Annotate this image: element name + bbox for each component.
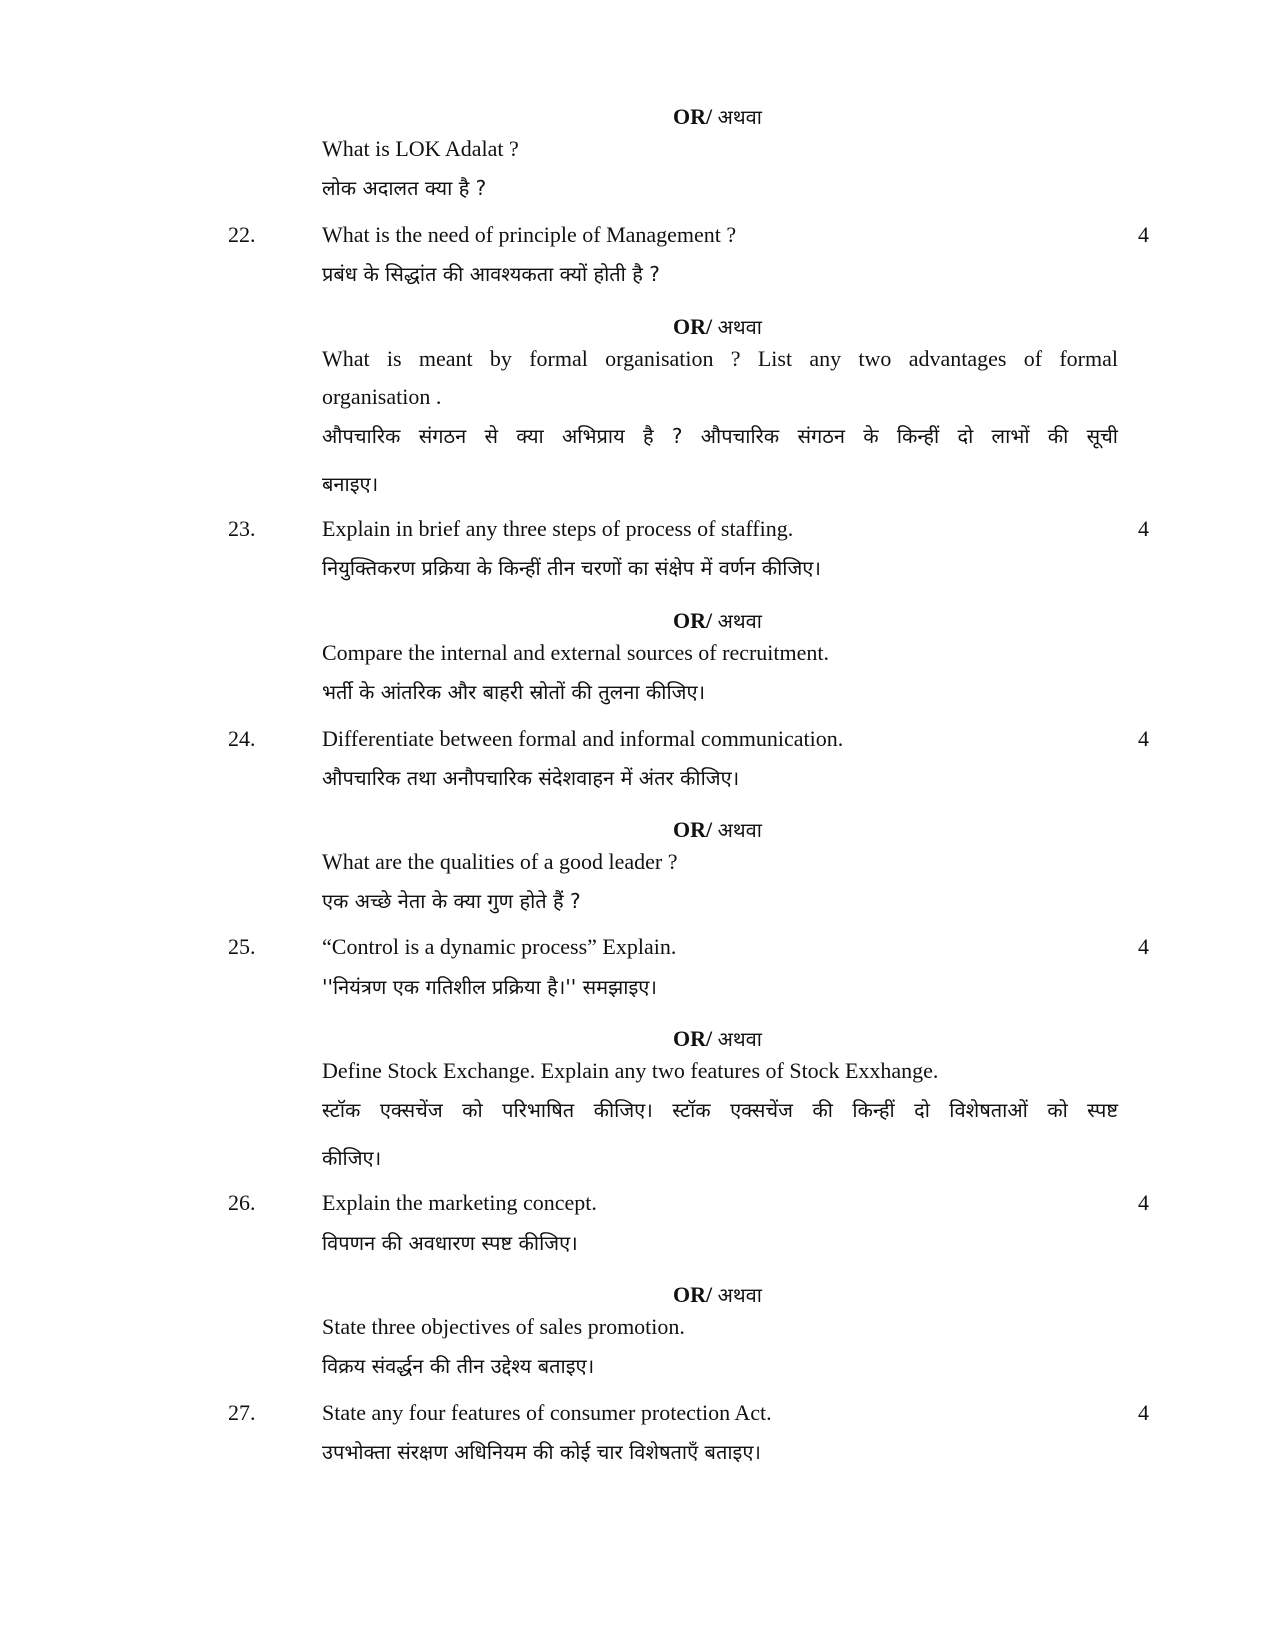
q24-question-en: Differentiate between formal and informal communication. (322, 726, 844, 751)
q23-question-en: Explain in brief any three steps of process of staffing. (322, 516, 794, 541)
q26-question-en: Explain the marketing concept. (322, 1190, 597, 1215)
q23-or-question-hi: भर्ती के आंतरिक और बाहरी स्रोतों की तुलना कीजिए। (322, 680, 706, 704)
q22-or-question-hi-line2: बनाइए। (322, 472, 379, 496)
or-heading: OR/ अथवा (673, 314, 762, 339)
or-heading: OR/ अथवा (673, 1282, 762, 1307)
q25-or-question-hi-line1: स्टॉक एक्सचेंज को परिभाषित कीजिए। स्टॉक एक्सचेंज की किन्हीं दो विशेषताओं को स्पष्ट (322, 1098, 1118, 1122)
q26-or-question-hi: विक्रय संवर्द्धन की तीन उद्देश्य बताइए। (322, 1354, 595, 1378)
q23-or-question-en: Compare the internal and external sources of recruitment. (322, 640, 830, 665)
q21-or-question-en: What is LOK Adalat ? (322, 136, 519, 161)
question-number: 22. (228, 222, 256, 247)
q22-question-en: What is the need of principle of Management ? (322, 222, 737, 247)
q22-or-question-hi-line1: औपचारिक संगठन से क्या अभिप्राय है ? औपचारिक संगठन के किन्हीं दो लाभों की सूची (322, 424, 1118, 448)
q24-or-question-en: What are the qualities of a good leader ? (322, 849, 678, 874)
q25-or-question-hi-line2: कीजिए। (322, 1146, 382, 1170)
q25-question-en: “Control is a dynamic process” Explain. (322, 934, 677, 959)
question-marks: 4 (1138, 726, 1149, 751)
or-heading: OR/ अथवा (673, 608, 762, 633)
q27-question-en: State any four features of consumer protection Act. (322, 1400, 772, 1425)
or-heading: OR/ अथवा (673, 104, 762, 129)
question-marks: 4 (1138, 516, 1149, 541)
q27-question-hi: उपभोक्ता संरक्षण अधिनियम की कोई चार विशेषताएँ बताइए। (322, 1440, 761, 1464)
question-marks: 4 (1138, 1400, 1149, 1425)
question-number: 25. (228, 934, 256, 959)
q24-or-question-hi: एक अच्छे नेता के क्या गुण होते हैं ? (322, 889, 581, 913)
q23-question-hi: नियुक्तिकरण प्रक्रिया के किन्हीं तीन चरणों का संक्षेप में वर्णन कीजिए। (322, 556, 821, 580)
question-marks: 4 (1138, 1190, 1149, 1215)
question-number: 23. (228, 516, 256, 541)
or-heading: OR/ अथवा (673, 817, 762, 842)
q25-question-hi: ''नियंत्रण एक गतिशील प्रक्रिया है।'' समझाइए। (322, 975, 657, 999)
q22-question-hi: प्रबंध के सिद्धांत की आवश्यकता क्यों होती है ? (322, 262, 660, 286)
q21-or-question-hi: लोक अदालत क्या है ? (322, 176, 487, 200)
question-marks: 4 (1138, 222, 1149, 247)
question-number: 24. (228, 726, 256, 751)
q22-or-question-en-line2: organisation . (322, 384, 442, 409)
q25-or-question-en: Define Stock Exchange. Explain any two features of Stock Exxhange. (322, 1058, 939, 1083)
question-number: 27. (228, 1400, 256, 1425)
q24-question-hi: औपचारिक तथा अनौपचारिक संदेशवाहन में अंतर कीजिए। (322, 766, 740, 790)
q26-or-question-en: State three objectives of sales promotion. (322, 1314, 685, 1339)
q26-question-hi: विपणन की अवधारण स्पष्ट कीजिए। (322, 1231, 578, 1255)
question-number: 26. (228, 1190, 256, 1215)
question-marks: 4 (1138, 934, 1149, 959)
or-heading: OR/ अथवा (673, 1026, 762, 1051)
q22-or-question-en-line1: What is meant by formal organisation ? List any two advantages of formal (322, 346, 1118, 371)
